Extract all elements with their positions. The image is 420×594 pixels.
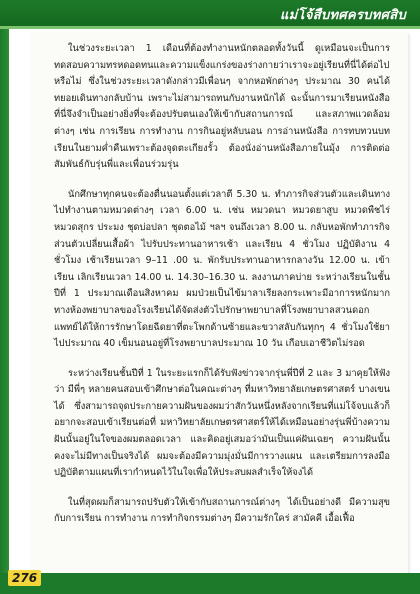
paragraph-2: นักศึกษาทุกคนจะต้องตื่นนอนตั้งแต่เวลาตี 5.30 น. ทำภารกิจส่วนตัวและเดินทางไปทำงานตามหมวดต่างๆ เวลา 6.00 น. เช่น หมวดนา หมวดยาสูบ หมวดพืชไร่ หมวดสุกร ประมง ชุดบ่อปลา ชุดตอไม้ ฯลฯ จนถึงเวลา 8.00 น. กลับหอพักทำภารกิจส่วนตัวเปลี่ยนเสื้อผ้า ไปรับประทานอาหารเช้า และเรียน 4 ชั่วโมง ปฏิบัติงาน 4 ชั่วโมง เช้าเรียนเวลา 9–11 .00 น. พักรับประทานอาหารกลางวัน 12.00 น. เข้าเรียน เลิกเรียนเวลา 14.00 น. 14.30–16.30 น. ลงงานภาคบ่าย ระหว่างเรียนในชั้นปีที่ 1 ประมาณเดือนสิงหาคม ผมป่วยเป็นไข้มาลาเรียลงกระเพาะมีอาการหนักมากทางห้องพยาบาลของโรงเรียนได้จัดส่งตัวไปรักษาพยาบาลที่โรงพยาบาลสวนดอก แพทย์ได้ให้การรักษาโดยฉีดยาที่ตะโพกด้านซ้ายและขวาสลับกันทุกๆ 4 ชั่วโมงใช้ยาไปประมาณ 40 เข็มนอนอยู่ที่โรงพยาบาลประมาณ 10 วัน เกือบเอาชีวิตไม่รอด: [54, 188, 390, 350]
paragraph-3: ระหว่างเรียนชั้นปีที่ 1 ในระยะแรกก็ได้รับฟังข่าวจากรุ่นพี่ปีที่ 2 และ 3 มาคุยให้ฟังว่า มีพี่ๆ หลายคนสอบเข้าศึกษาต่อในคณะต่างๆ ที่มหาวิทยาลัยเกษตรศาสตร์ บางเขนได้ ซึ่งสามารถจุดประกายความฝันของผมว่าสักวันหนึ่งหลังจากเรียนที่แม่โจ้จบแล้วก็อยากจะสอบเข้าเรียนต่อที่ มหาวิทยาลัยเกษตรศาสตร์ให้ได้เหมือนอย่างรุ่นพี่บ้างความฝันนั้นอยู่ในใจของผมตลอดเวลา และคิดอยู่เสมอว่ามันเป็นแค่ฝันเฉยๆ ความฝันนั้นคงจะไม่มีทางเป็นจริงได้ ผมจะต้องมีความมุ่งมั่นมีการวางแผน และเตรียมการลงมือปฏิบัติตามแผนที่เรากำหนดไว้ในใจเพื่อให้ประสบผลสำเร็จให้จงได้: [54, 367, 390, 479]
paragraph-1: ในช่วงระยะเวลา 1 เดือนที่ต้องทำงานหนักตลอดทั้งวันนี้ ดูเหมือนจะเป็นการทดสอบความทรหดอดทนและความแข็งแกร่งของร่างกายว่าเราจะอยู่เรียนที่นี่ได้ต่อไปหรือไม่ ซึ่งในช่วงระยะเวลาดังกล่าวมีเพื่อนๆ จากหอพักต่างๆ ประมาณ 30 คนได้ทยอยเดินทางกลับบ้าน เพราะไม่สามารถทนกับงานหนักได้ ฉะนั้นการมาเรียนหนังสือที่นี่จึงจำเป็นอย่างยิ่งที่จะต้องปรับตนเองให้เข้ากับสถานการณ์ และสภาพแวดล้อมต่างๆ เช่น การเรียน การทำงาน การกินอยู่หลับนอน การอ่านหนังสือ การทบทวนบทเรียนในยามค่ำคืนเพราะต้องจุดตะเกียงรั้ว ต้องนั่งอ่านหนังสือภายในมุ้ง การติดต่อสัมพันธ์กับรุ่นพี่และเพื่อนร่วมรุ่น: [54, 43, 390, 171]
header-accent-line: [0, 26, 420, 29]
body-text: [54, 41, 390, 541]
left-decorative-bar: [0, 29, 9, 594]
running-header-title: แม่โจ้สืบทศครบทศสิบ: [280, 8, 406, 23]
page-number: 276: [8, 570, 41, 586]
footer-band: [0, 573, 420, 594]
paragraph-4: ในที่สุดผมก็สามารถปรับตัวให้เข้ากับสถานการณ์ต่างๆ ได้เป็นอย่างดี มีความสุขกับการเรียน การทำงาน การทำกิจกรรมต่างๆ มีความรักใคร่ สามัคคี เอื้อเฟื้อ: [54, 496, 390, 525]
